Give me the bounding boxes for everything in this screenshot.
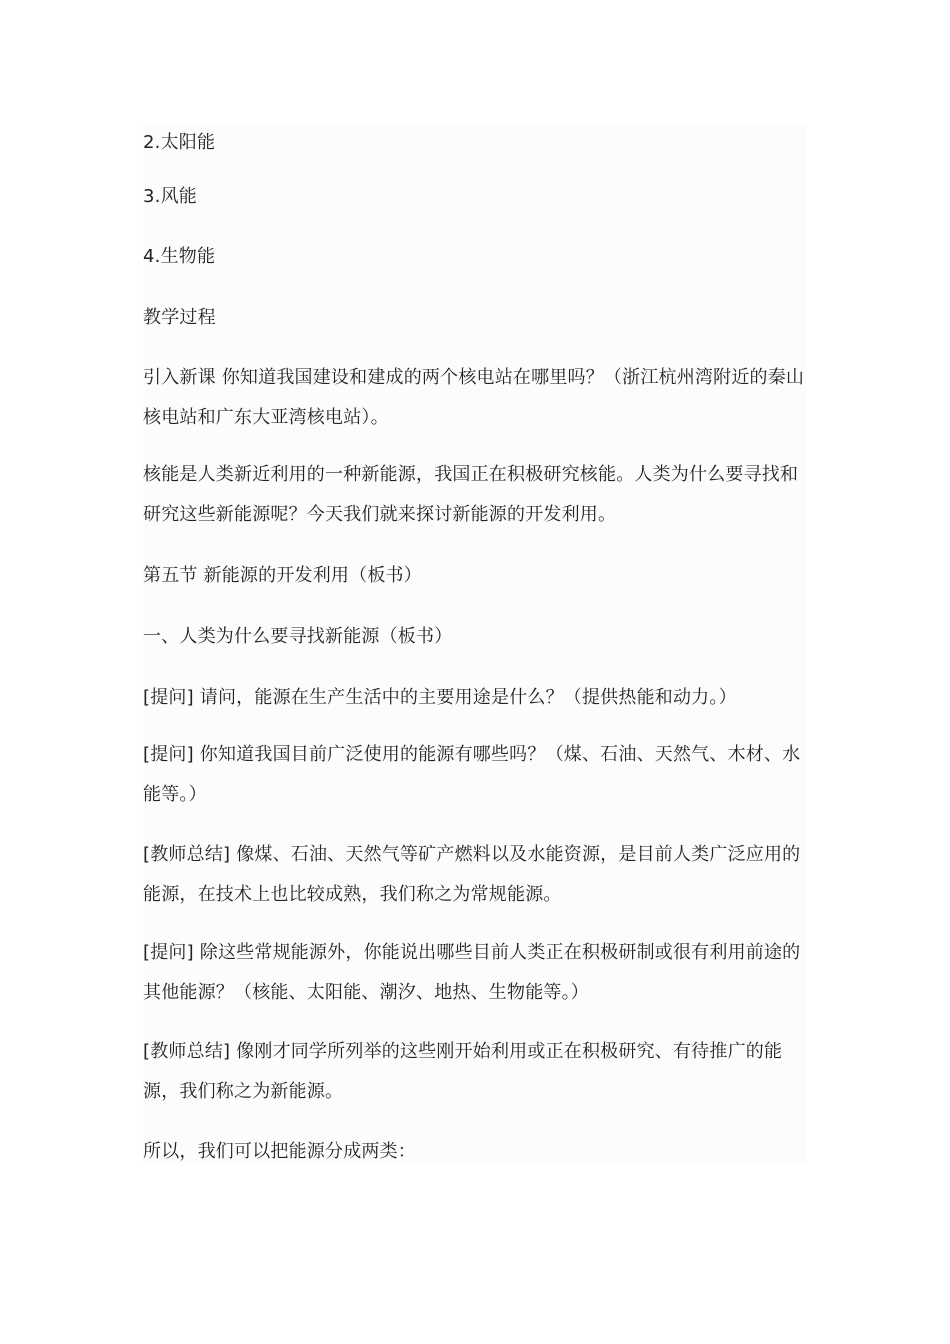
question-paragraph-2: [提问] 你知道我国目前广泛使用的能源有哪些吗？（煤、石油、天然气、木材、水能等。） bbox=[143, 744, 801, 805]
question-paragraph-3: [提问] 除这些常规能源外，你能说出哪些目前人类正在积极研制或很有利用前途的其他能源？（核能、太阳能、潮汐、地热、生物能等。） bbox=[143, 942, 801, 1003]
document-body bbox=[143, 123, 806, 1163]
list-item-wind: 3.风能 bbox=[143, 186, 197, 207]
section-title-board: 第五节 新能源的开发利用（板书） bbox=[143, 565, 422, 586]
list-item-bio: 4.生物能 bbox=[143, 246, 216, 267]
list-item-solar: 2.太阳能 bbox=[143, 132, 216, 153]
section-heading-process: 教学过程 bbox=[143, 307, 216, 328]
nuclear-paragraph: 核能是人类新近利用的一种新能源，我国正在积极研究核能。人类为什么要寻找和研究这些新能源呢？今天我们就来探讨新能源的开发利用。 bbox=[143, 464, 799, 525]
intro-paragraph: 引入新课 你知道我国建设和建成的两个核电站在哪里吗？（浙江杭州湾附近的秦山核电站和广东大亚湾核电站）。 bbox=[143, 367, 805, 428]
summary-paragraph-2: [教师总结] 像刚才同学所列举的这些刚开始利用或正在积极研究、有待推广的能源，我们称之为新能源。 bbox=[143, 1041, 783, 1102]
closing-paragraph: 所以，我们可以把能源分成两类： bbox=[143, 1141, 416, 1162]
subsection-title-board: 一、人类为什么要寻找新能源（板书） bbox=[143, 626, 453, 647]
question-paragraph-1: [提问] 请问，能源在生产生活中的主要用途是什么？（提供热能和动力。） bbox=[143, 687, 737, 708]
summary-paragraph-1: [教师总结] 像煤、石油、天然气等矿产燃料以及水能资源，是目前人类广泛应用的能源，在技术上也比较成熟，我们称之为常规能源。 bbox=[143, 844, 801, 905]
